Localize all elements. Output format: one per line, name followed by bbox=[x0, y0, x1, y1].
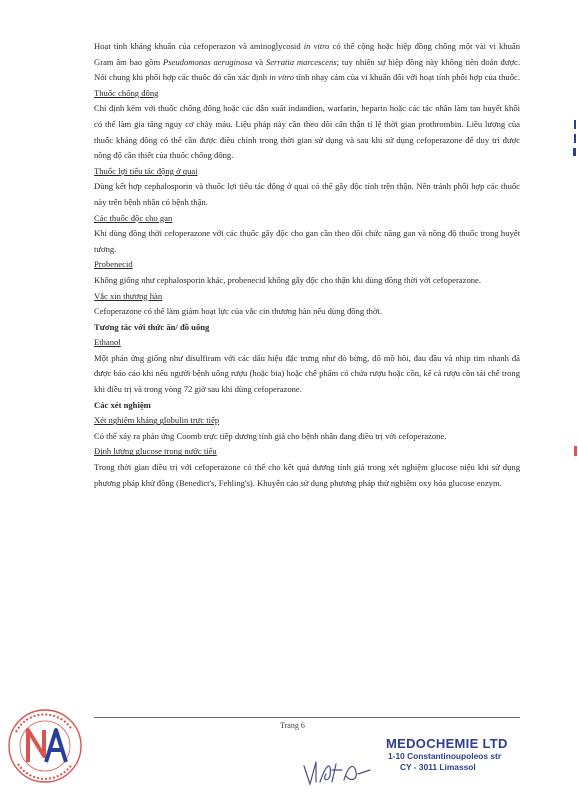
section-subheading: Probenecid bbox=[94, 259, 133, 270]
body-paragraph: Hoạt tính kháng khuẩn của cefoperazon và aminoglycosid in vitro có thể cộng hoặc hiệp đồng chống một vài vi khuẩn Gram âm bao gồm Pseudomonas aeruginosa và Serratia marcescens; tuy nhiên sự hiệp đồng này không tiên đoán được. Nói chung khi phối hợp các thuốc đó cần xác định in vitro tính nhạy cảm của vi khuẩn đối với hoạt tính phối hợp của thuốc. bbox=[94, 41, 521, 83]
company-address-line-2: CY - 3011 Limassol bbox=[400, 762, 476, 772]
company-name: MEDOCHEMIE LTD bbox=[386, 736, 508, 751]
body-paragraph: Có thể xảy ra phản ứng Coomb trực tiếp dương tính giả cho bệnh nhân đang điều trị với cefoperazone. bbox=[94, 430, 447, 441]
body-paragraph: Cefoperazone có thể làm giảm hoạt lực của vắc cin thương hàn nếu dùng đồng thời. bbox=[94, 306, 383, 317]
page-body bbox=[94, 39, 520, 491]
company-stamp bbox=[386, 736, 526, 773]
section-subheading: Thuốc lợi tiểu tác động ở quai bbox=[94, 165, 198, 176]
section-subheading: Định lượng glucose trong nước tiểu bbox=[94, 446, 217, 457]
section-heading: Tương tác với thức ăn/ đồ uống bbox=[94, 321, 210, 332]
section-subheading: Xét nghiệm kháng globulin trực tiếp bbox=[94, 415, 220, 426]
section-subheading: Vắc xin thương hàn bbox=[94, 290, 163, 301]
section-subheading: Các thuốc độc cho gan bbox=[94, 212, 173, 223]
page-number: Trang 6 bbox=[280, 721, 305, 730]
section-heading: Các xét nghiệm bbox=[94, 399, 151, 410]
body-paragraph: Chỉ định kèm với thuốc chống đông hoặc các dẫn xuất indandion, warfarin, heparin hoặc các tác nhân làm tan huyết khối có thể làm gia tăng nguy cơ chảy máu. Liệu pháp này cần theo dõi cẩn thận tỉ lệ thời gian prothrombin. Liều lượng của thuốc kháng đông có thể cần được điều chỉnh trong thời gian sử dụng và sau khi sử dụng cefoperazone để duy trì được nồng độ cần thiết của thuốc chống đông. bbox=[94, 103, 520, 161]
pharmacy-stamp-logo bbox=[6, 706, 84, 786]
body-paragraph: Một phản ứng giống như disulfiram với các dấu hiệu đặc trưng như đỏ bừng, đổ mồ hôi, đau đầu và nhịp tim nhanh đã được báo cáo khi nếu người bệnh uống rượu (hoặc bia) hoặc chế phẩm có chứa rượu hoặc cồn, kể cả rượu cồn tái chế trong khi điều trị và trong vòng 72 giờ sau khi dùng cefoperazone. bbox=[94, 352, 520, 395]
body-paragraph: Dùng kết hợp cephalosporin và thuốc lợi tiểu tác động ở quai có thể gây độc tính trên thận. Nên tránh phối hợp các thuốc này trên bệnh nhân có bệnh thận. bbox=[94, 181, 520, 207]
body-paragraph: Trong thời gian điều trị với cefoperazone có thể cho kết quả dương tính giả trong xét nghiệm glucose niệu khi sử dụng phương pháp khử đồng (Benedict's, Fehling's). Khuyến cáo sử dụng phương pháp thử nghiệm oxy hóa glucose enzym. bbox=[94, 462, 520, 488]
footer-divider bbox=[94, 717, 520, 718]
company-address-line-1: 1-10 Constantinoupoleos str bbox=[388, 751, 502, 761]
body-paragraph: Khi dùng đồng thời cefoperazone với các thuốc gây độc cho gan cần theo dõi chức năng gan và nồng độ thuốc trong huyết tương. bbox=[94, 228, 520, 254]
edge-red-mark bbox=[570, 444, 578, 458]
edge-scan-mark bbox=[568, 114, 578, 162]
body-paragraph: Không giống như cephalosporin khác, probenecid không gây độc cho thận khi dùng đồng thời với cefoperazone. bbox=[94, 274, 481, 285]
section-subheading: Thuốc chống đông bbox=[94, 87, 159, 98]
section-subheading: Ethanol bbox=[94, 337, 121, 348]
handwritten-signature bbox=[302, 752, 372, 788]
